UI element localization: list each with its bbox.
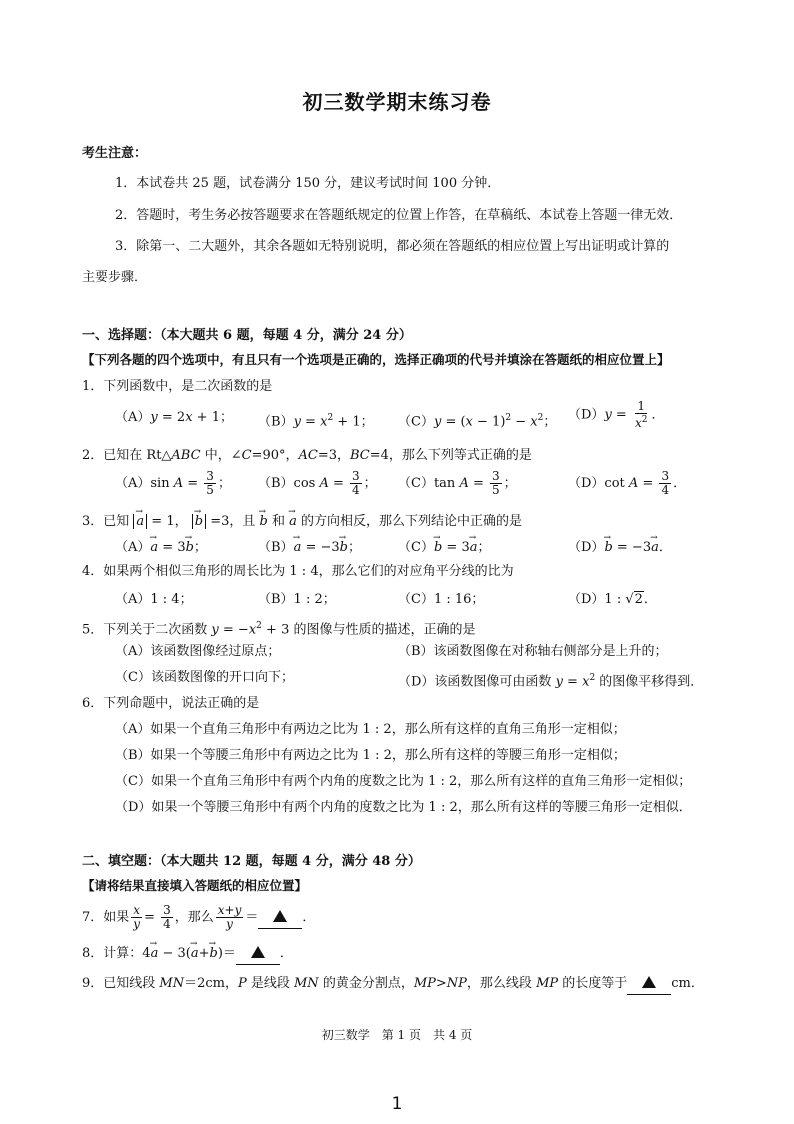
q4-option-a: （A）1 : 4； xyxy=(115,592,193,607)
q8-answer-blank[interactable] xyxy=(236,944,280,965)
q2-stem: 2．已知在 Rt△ABC 中，∠C=90°，AC=3，BC=4，那么下列等式正确的是 xyxy=(82,448,532,463)
q1-option-a: （A）y = 2x + 1； xyxy=(115,410,233,425)
page-footer: 初三数学 第 1 页 共 4 页 xyxy=(321,1028,473,1042)
q2-option-c: （C）tan A = $\frac{3}{5}$ ； xyxy=(398,469,517,497)
q4-option-d: （D）1 : √2． xyxy=(568,592,657,607)
notice-item-3-cont: 主要步骤． xyxy=(82,270,148,285)
q7: 7．如果 $\frac{x}{y}$ = $\frac{3}{4}$ ，那么 $\frac{x+y}{y}$ ＝ ． xyxy=(82,903,316,931)
q5-option-b: （B）该函数图像在对称轴右侧部分是上升的； xyxy=(398,644,668,659)
q7-answer-blank[interactable] xyxy=(258,908,302,929)
q2-option-a: （A）sin A = $\frac{3}{5}$ ； xyxy=(115,469,231,497)
notice-heading: 考生注意： xyxy=(82,146,148,161)
section1-heading: 一、选择题：（本大题共 6 题，每题 4 分，满分 24 分） xyxy=(82,328,412,343)
q8: 8．计算：4→ a − 3(→ a+→ b)＝ ． xyxy=(82,944,293,965)
page-title: 初三数学期末练习卷 xyxy=(302,90,492,114)
q4-stem: 4．如果两个相似三角形的周长比为 1 : 4，那么它们的对应角平分线的比为 xyxy=(82,564,514,579)
notice-item-1: 1．本试卷共 25 题，试卷满分 150 分，建议考试时间 100 分钟． xyxy=(115,176,501,191)
q1-option-b: $(B)y = x^2 + 1$； xyxy=(258,413,374,430)
q6-option-d: （D）如果一个等腰三角形中有两个内角的度数之比为 1 : 2，那么所有这样的等腰三角形一定相似． xyxy=(115,800,692,815)
q4-option-b: （B）1 : 2； xyxy=(258,592,336,607)
q4-option-c: （C）1 : 16； xyxy=(398,592,485,607)
page-number: 1 xyxy=(391,1094,403,1114)
section2-heading: 二、填空题：（本大题共 12 题，每题 4 分，满分 48 分） xyxy=(82,854,421,869)
notice-item-2: 2．答题时，考生务必按答题要求在答题纸规定的位置上作答，在草稿纸、本试卷上答题一律无效． xyxy=(115,208,683,223)
triangle-icon xyxy=(642,976,656,988)
q3-option-a: （A）→ a = 3→ b； xyxy=(115,538,207,558)
triangle-icon xyxy=(273,910,287,922)
section2-instruction: 【请将结果直接填入答题纸的相应位置】 xyxy=(82,878,308,893)
notice-item-3: 3．除第一、二大题外，其余各题如无特别说明，都必须在答题纸的相应位置上写出证明或计算的 xyxy=(115,239,670,254)
q2-option-d: （D）cot A = $\frac{3}{4}$ ． xyxy=(568,469,687,497)
q3-option-d: （D）→ b = −3→ a． xyxy=(568,538,672,558)
q5-option-c: （C）该函数图像的开口向下； xyxy=(115,670,294,685)
q5-stem: 5．下列关于二次函数 $y = -x^2 + 3$ 的图像与性质的描述，正确的是 xyxy=(82,621,476,638)
q5-option-a: （A）该函数图像经过原点； xyxy=(115,644,281,659)
q5-option-d: （D）该函数图像可由函数 $y = x^2$ 的图像平移得到． xyxy=(398,673,704,690)
q6-stem: 6．下列命题中，说法正确的是 xyxy=(82,696,260,711)
q2-option-b: （B）cos A = $\frac{3}{4}$ ； xyxy=(258,469,377,497)
q9-answer-blank[interactable] xyxy=(627,974,671,995)
q3-option-b: （B）→ a = −3→ b； xyxy=(258,538,361,558)
q6-option-b: （B）如果一个等腰三角形中有两边之比为 1 : 2，那么所有这样的等腰三角形一定相似； xyxy=(115,748,626,763)
q6-option-a: （A）如果一个直角三角形中有两边之比为 1 : 2，那么所有这样的直角三角形一定相似； xyxy=(115,722,626,737)
q1-stem: 1．下列函数中，是二次函数的是 xyxy=(82,379,273,394)
q3-stem: 3．已知 → a = 1， → b =3，且 → b 和 → a 的方向相反，那么下列结论中正确的是 xyxy=(82,512,522,532)
section1-instruction: 【下列各题的四个选项中，有且只有一个选项是正确的，选择正确项的代号并填涂在答题纸的相应位置上】 xyxy=(82,352,670,367)
triangle-icon xyxy=(251,946,265,958)
q9: 9．已知线段 MN＝2cm，P 是线段 MN 的黄金分割点，MP>NP，那么线段 MP 的长度等于 cm． xyxy=(82,974,704,995)
q6-option-c: （C）如果一个直角三角形中有两个内角的度数之比为 1 : 2，那么所有这样的直角三角形一定相似； xyxy=(115,774,692,789)
q1-option-d: （D）y = $\frac{1}{x^2}$ ． xyxy=(568,399,665,430)
q3-option-c: （C）→ b = 3→ a； xyxy=(398,538,491,558)
q1-option-c: $(C)y = (x - 1)^2 - x^2$； xyxy=(398,413,557,430)
